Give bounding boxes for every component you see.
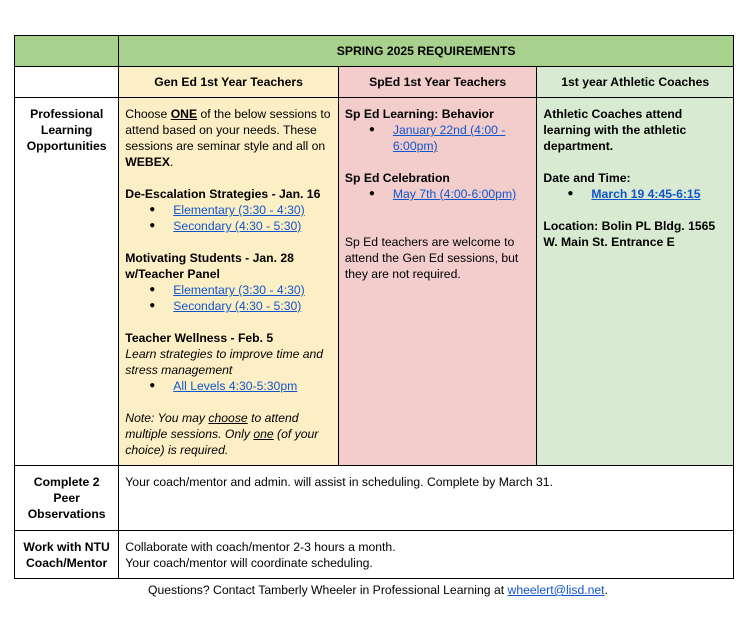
gened-note: Note: You may choose to attend multiple sessions. Only one (of your choice) is required. — [125, 411, 319, 457]
session-motivating-title: Motivating Students - Jan. 28 w/Teacher Panel — [125, 251, 294, 281]
table-title: SPRING 2025 REQUIREMENTS — [119, 36, 734, 67]
bullet-item — [125, 378, 332, 394]
footer-text: Questions? Contact Tamberly Wheeler in Professional Learning at — [148, 583, 508, 597]
gened-intro: Choose ONE of the below sessions to attend based on your needs. These sessions are seminar style and all on WEBEX. — [125, 107, 331, 169]
professional-learning-row — [15, 98, 734, 466]
sped-behavior-title: Sp Ed Learning: Behavior — [344, 107, 494, 121]
deescalation-elementary-link[interactable]: Elementary (3:30 - 4:30) — [173, 203, 305, 217]
peer-observations-row — [15, 466, 734, 531]
row-label-professional-learning: Professional Learning Opportunities — [15, 98, 119, 466]
sped-note: Sp Ed teachers are welcome to attend the Gen Ed sessions, but they are not required. — [344, 235, 519, 281]
emphasis-one: ONE — [170, 107, 198, 121]
deescalation-secondary-link[interactable]: Secondary (4:30 - 5:30) — [173, 219, 302, 233]
column-header-sped: SpEd 1st Year Teachers — [338, 67, 537, 98]
ntu-coach-cell — [119, 531, 734, 579]
column-header-blank — [15, 67, 119, 98]
bullet-item — [345, 186, 531, 202]
gened-sessions-cell — [119, 98, 339, 466]
peer-observations-text: Your coach/mentor and admin. will assist in scheduling. Complete by March 31. — [119, 466, 734, 531]
session-deescalation-title: De-Escalation Strategies - Jan. 16 — [125, 187, 321, 201]
bullet-item — [125, 298, 332, 314]
column-header-athletic: 1st year Athletic Coaches — [537, 67, 734, 98]
sped-sessions-cell — [338, 98, 537, 466]
row-label-peer-observations: Complete 2 Peer Observations — [15, 466, 119, 531]
row-label-ntu-coach: Work with NTU Coach/Mentor — [15, 531, 119, 579]
ntu-coach-line1: Collaborate with coach/mentor 2-3 hours a month. — [125, 540, 396, 554]
motivating-elementary-link[interactable]: Elementary (3:30 - 4:30) — [173, 283, 305, 297]
bullet-item — [543, 186, 727, 202]
column-header-row — [15, 67, 734, 98]
athletic-date-link[interactable]: March 19 4:45-6:15 — [591, 187, 701, 201]
motivating-secondary-link[interactable]: Secondary (4:30 - 5:30) — [173, 299, 302, 313]
column-header-gened: Gen Ed 1st Year Teachers — [119, 67, 339, 98]
title-blank-cell — [15, 36, 119, 67]
athletic-location: Location: Bolin PL Bldg. 1565 W. Main St. Entrance E — [543, 219, 716, 249]
session-wellness-description: Learn strategies to improve time and stress management — [125, 347, 324, 377]
contact-email-link[interactable]: wheelert@lisd.net — [507, 583, 605, 597]
sped-celebration-link[interactable]: May 7th (4:00-6:00pm) — [392, 187, 517, 201]
requirements-table — [14, 35, 734, 579]
athletic-date-title: Date and Time: — [543, 171, 631, 185]
sped-celebration-title: Sp Ed Celebration — [344, 171, 450, 185]
sped-behavior-link[interactable]: January 22nd (4:00 - 6:00pm) — [392, 123, 506, 153]
session-wellness-title: Teacher Wellness - Feb. 5 — [125, 331, 274, 345]
ntu-coach-row — [15, 531, 734, 579]
athletic-intro: Athletic Coaches attend learning with the athletic department. — [543, 107, 687, 153]
title-row — [15, 36, 734, 67]
ntu-coach-line2: Your coach/mentor will coordinate scheduling. — [125, 556, 373, 570]
bullet-item — [125, 202, 332, 218]
wellness-all-levels-link[interactable]: All Levels 4:30-5:30pm — [173, 379, 298, 393]
webex-label: WEBEX — [125, 155, 170, 169]
footer-contact: Questions? Contact Tamberly Wheeler in Professional Learning at wheelert@lisd.net. — [148, 583, 608, 597]
athletic-cell — [537, 98, 734, 466]
bullet-item — [345, 122, 531, 154]
bullet-item — [125, 218, 332, 234]
bullet-item — [125, 282, 332, 298]
